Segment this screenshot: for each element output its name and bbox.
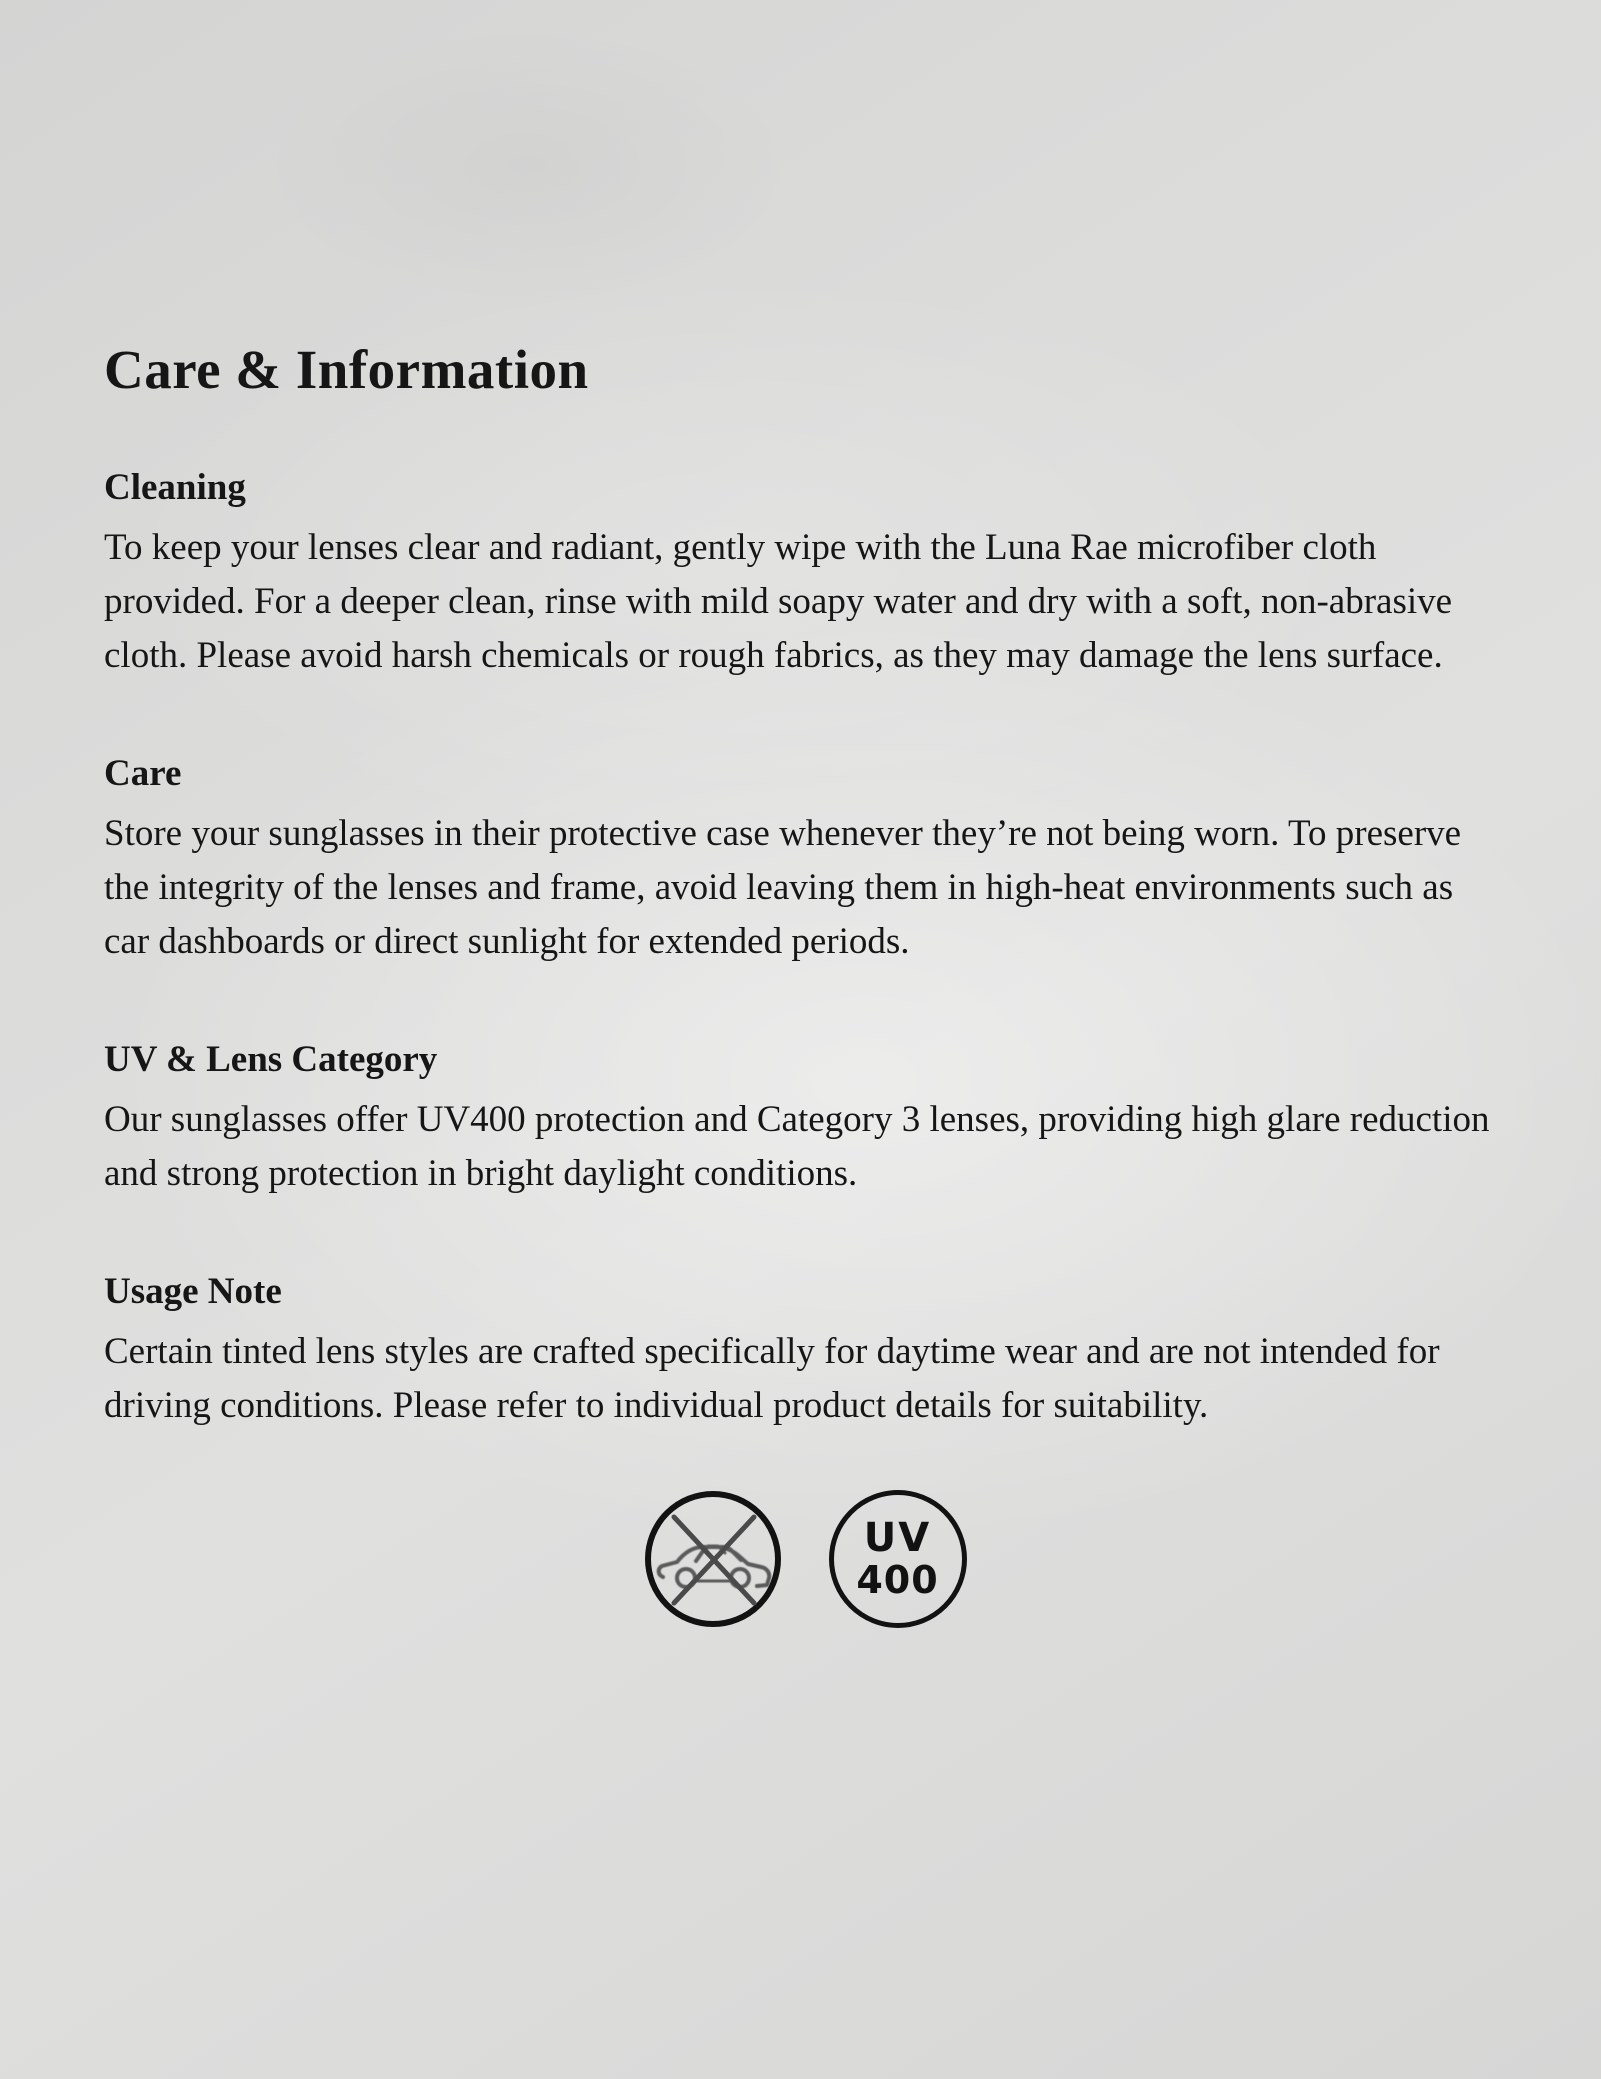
section-uv-lens-category xyxy=(104,1033,1505,1201)
section-cleaning-body: To keep your lenses clear and radiant, gently wipe with the Luna Rae microfiber cloth provided. For a deeper clean, rinse with mild soapy water and dry with a soft, non-abrasive cloth. Please avoid harsh chemicals or rough fabrics, as they may damage the lens surface. xyxy=(104,526,1453,676)
care-symbol-row xyxy=(104,1489,1505,1629)
section-cleaning-heading: Cleaning xyxy=(104,466,246,508)
section-usage-note-body: Certain tinted lens styles are crafted specifically for daytime wear and are not intended for driving conditions. Please refer to individual product details for suitability. xyxy=(104,1330,1440,1426)
page-title: Care & Information xyxy=(104,339,589,400)
uv400-icon-text-400: 400 xyxy=(856,1557,939,1602)
no-driving-icon xyxy=(643,1489,783,1629)
section-cleaning xyxy=(104,461,1505,683)
section-care xyxy=(104,747,1505,969)
uv400-icon xyxy=(829,1490,967,1628)
section-usage-note-heading: Usage Note xyxy=(104,1270,282,1312)
section-usage-note xyxy=(104,1265,1505,1433)
section-uv-lens-category-heading: UV & Lens Category xyxy=(104,1038,438,1080)
section-uv-lens-category-body: Our sunglasses offer UV400 protection and Category 3 lenses, providing high glare reduction and strong protection in bright daylight conditions. xyxy=(104,1098,1490,1194)
uv400-icon-text-uv: UV xyxy=(863,1514,932,1561)
section-care-body: Store your sunglasses in their protective case whenever they’re not being worn. To preserve the integrity of the lenses and frame, avoid leaving them in high-heat environments such as car dashboards or direct sunlight for extended periods. xyxy=(104,812,1462,962)
section-care-heading: Care xyxy=(104,752,182,794)
